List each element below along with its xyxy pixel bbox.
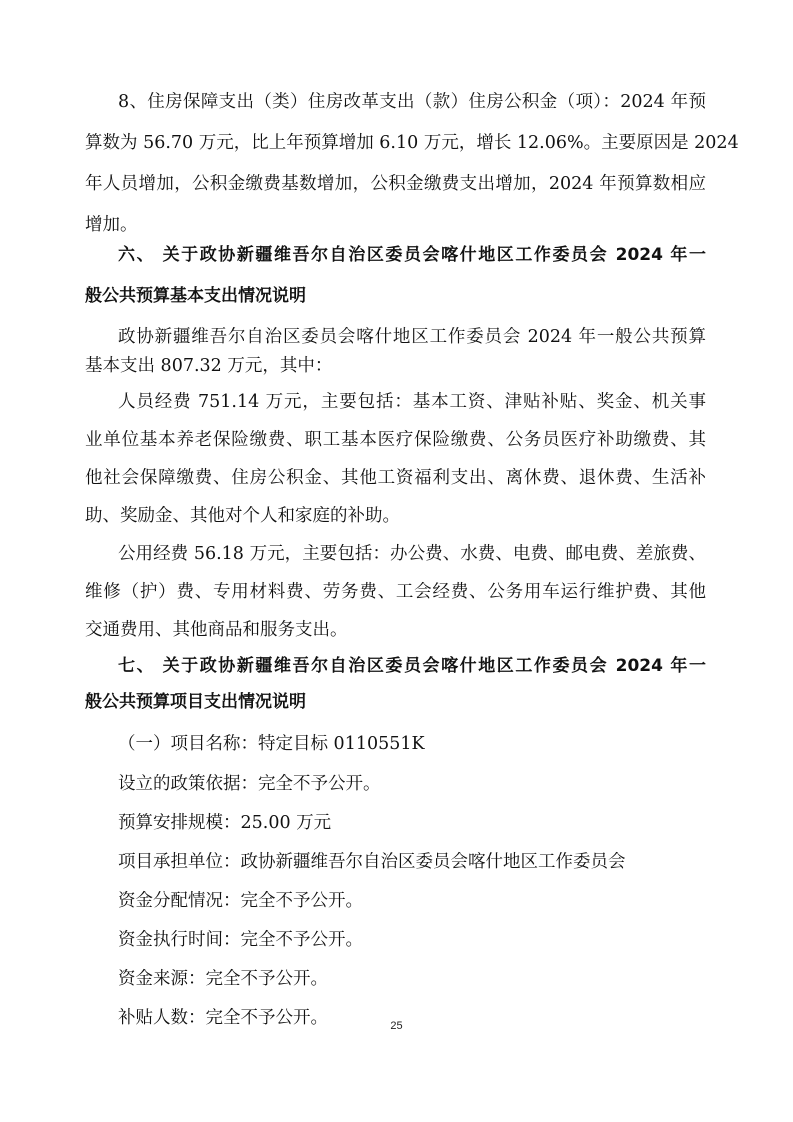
- project-policy: 设立的政策依据：完全不予公开。: [118, 774, 381, 794]
- section8-line3: 年人员增加，公积金缴费基数增加，公积金缴费支出增加，2024 年预算数相应: [85, 174, 706, 194]
- heading6-line2: 般公共预算基本支出情况说明: [85, 286, 306, 306]
- section8-line2: 算数为 56.70 万元，比上年预算增加 6.10 万元，增长 12.06%。主要原因是 2024: [85, 133, 739, 153]
- project-source: 资金来源：完全不予公开。: [118, 969, 328, 989]
- section8-line4: 增加。: [85, 215, 138, 235]
- project-unit: 项目承担单位：政协新疆维吾尔自治区委员会喀什地区工作委员会: [118, 852, 626, 872]
- page-number: 25: [390, 1020, 403, 1032]
- personnel-line1: 人员经费 751.14 万元，主要包括：基本工资、津贴补贴、奖金、机关事: [118, 392, 706, 412]
- personnel-line2: 业单位基本养老保险缴费、职工基本医疗保险缴费、公务员医疗补助缴费、其: [85, 430, 706, 450]
- project-subsidy: 补贴人数：完全不予公开。: [118, 1008, 328, 1028]
- project-allocation: 资金分配情况：完全不予公开。: [118, 891, 363, 911]
- section8-line1: 8、住房保障支出（类）住房改革支出（款）住房公积金（项）：2024 年预: [118, 92, 706, 112]
- basic-intro-line1: 政协新疆维吾尔自治区委员会喀什地区工作委员会 2024 年一般公共预算: [118, 327, 706, 347]
- public-line2: 维修（护）费、专用材料费、劳务费、工会经费、公务用车运行维护费、其他: [85, 582, 706, 602]
- personnel-line3: 他社会保障缴费、住房公积金、其他工资福利支出、离休费、退休费、生活补: [85, 468, 706, 488]
- heading7-line2: 般公共预算项目支出情况说明: [85, 692, 306, 712]
- project-time: 资金执行时间：完全不予公开。: [118, 930, 363, 950]
- heading7-line1: 七、 关于政协新疆维吾尔自治区委员会喀什地区工作委员会 2024 年一: [118, 656, 706, 676]
- public-line1: 公用经费 56.18 万元，主要包括：办公费、水费、电费、邮电费、差旅费、: [118, 544, 706, 564]
- project-name: （一）项目名称：特定目标 0110551K: [118, 734, 425, 754]
- personnel-line4: 助、奖励金、其他对个人和家庭的补助。: [85, 506, 400, 526]
- project-scale: 预算安排规模：25.00 万元: [118, 813, 332, 833]
- basic-intro-line2: 基本支出 807.32 万元，其中：: [85, 356, 333, 376]
- public-line3: 交通费用、其他商品和服务支出。: [85, 620, 348, 640]
- heading6-line1: 六、 关于政协新疆维吾尔自治区委员会喀什地区工作委员会 2024 年一: [118, 245, 706, 265]
